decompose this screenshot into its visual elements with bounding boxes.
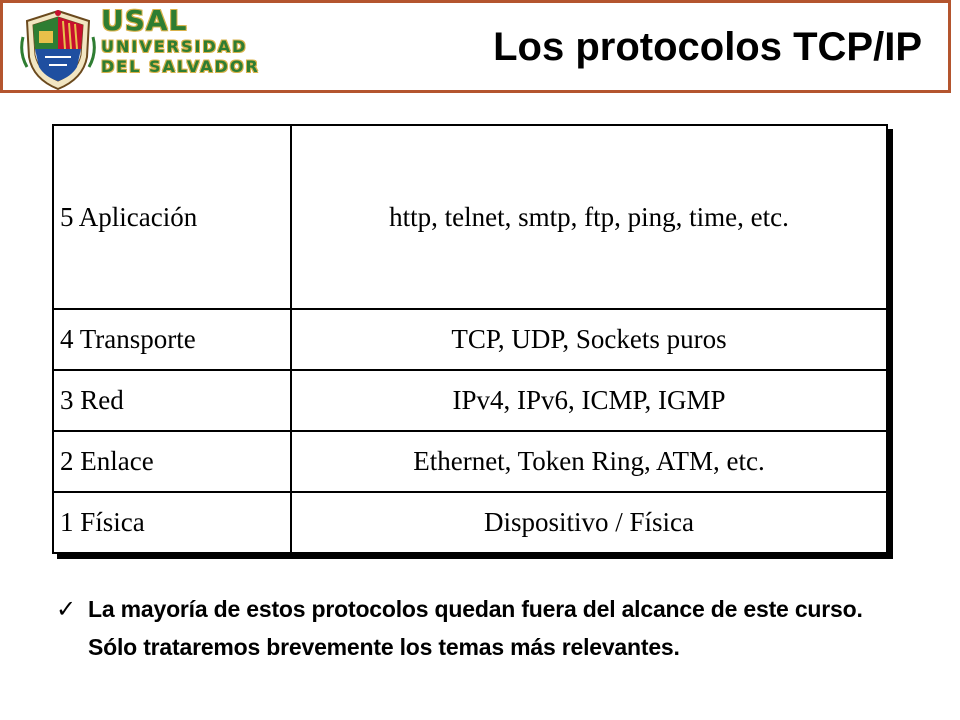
bullet-text: La mayoría de estos protocolos quedan fuera del alcance de este curso. Sólo trataremos brevemente los temas más relevantes. xyxy=(88,596,863,660)
protocols-cell: TCP, UDP, Sockets puros xyxy=(291,309,887,370)
layer-cell: 5 Aplicación xyxy=(53,125,291,309)
layer-cell: 3 Red xyxy=(53,370,291,431)
logo-usal: USAL xyxy=(101,4,188,37)
university-crest-icon xyxy=(19,7,97,93)
protocols-cell: Ethernet, Token Ring, ATM, etc. xyxy=(291,431,887,492)
protocol-layers-table xyxy=(52,124,888,554)
header-frame xyxy=(0,0,951,93)
university-logo-text xyxy=(101,4,260,76)
table-row xyxy=(53,431,887,492)
slide-title: Los protocolos TCP/IP xyxy=(493,25,922,69)
protocols-cell: IPv4, IPv6, ICMP, IGMP xyxy=(291,370,887,431)
logo-line-1: UNIVERSIDAD xyxy=(101,37,248,56)
layer-cell: 2 Enlace xyxy=(53,431,291,492)
table-row xyxy=(53,492,887,553)
protocols-cell: http, telnet, smtp, ftp, ping, time, etc. xyxy=(291,125,887,309)
table-row xyxy=(53,309,887,370)
table-row xyxy=(53,125,887,309)
check-icon: ✓ xyxy=(56,595,77,623)
layer-cell: 4 Transporte xyxy=(53,309,291,370)
layer-cell: 1 Física xyxy=(53,492,291,553)
bullet-note xyxy=(56,590,916,666)
protocols-cell: Dispositivo / Física xyxy=(291,492,887,553)
table-row xyxy=(53,370,887,431)
logo-line-2: DEL SALVADOR xyxy=(101,57,260,76)
